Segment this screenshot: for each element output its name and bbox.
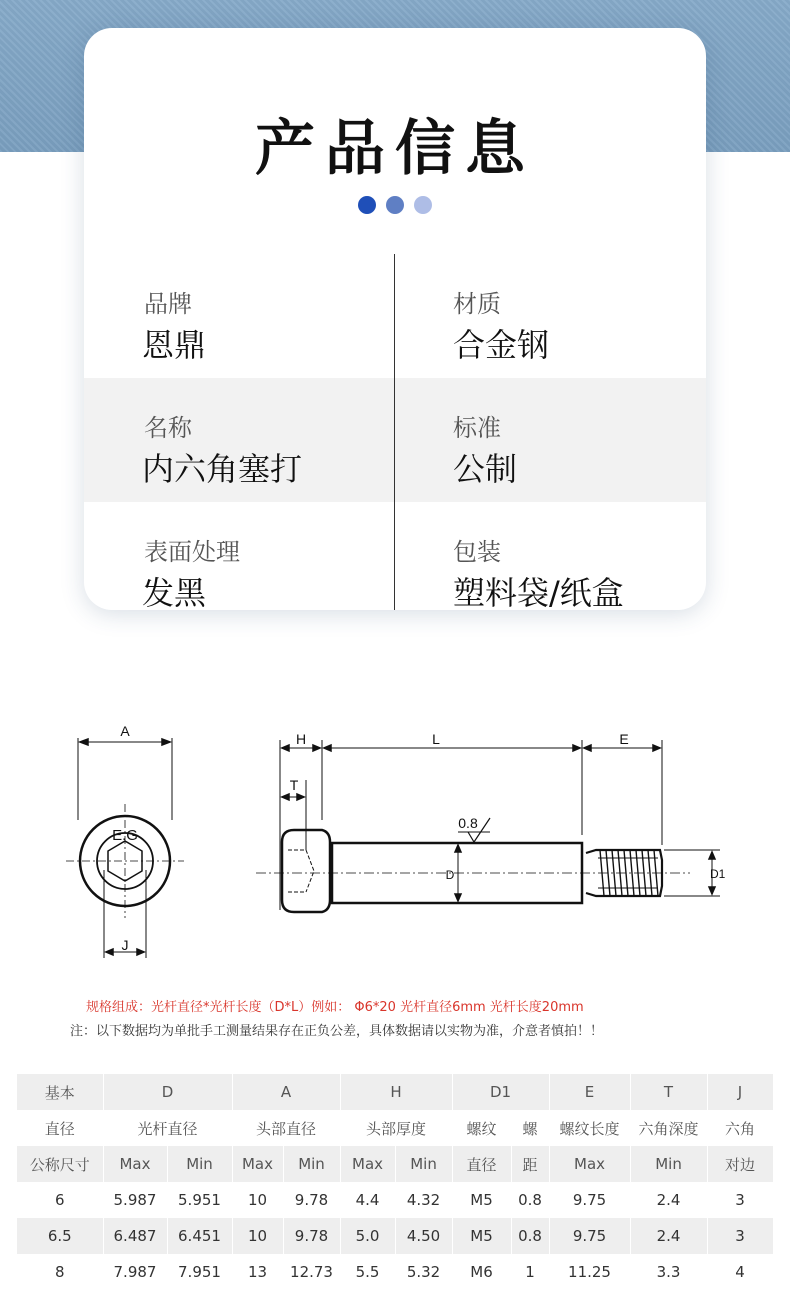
table-cell: 8 xyxy=(17,1254,103,1290)
table-cell: 3 xyxy=(707,1182,773,1218)
table-header-row xyxy=(17,1146,773,1182)
dim-label-e: E xyxy=(619,731,629,747)
info-cell-surface xyxy=(84,502,395,610)
dim-label-a: A xyxy=(120,723,130,739)
end-view xyxy=(66,738,184,958)
table-cell: 7.951 xyxy=(167,1254,232,1290)
title-dots xyxy=(84,196,706,214)
product-info-card xyxy=(84,28,706,610)
header-cell: H xyxy=(340,1074,452,1110)
table-cell: 10 xyxy=(232,1218,283,1254)
column-divider xyxy=(394,254,395,610)
dim-label-t: T xyxy=(289,777,299,793)
table-cell: 10 xyxy=(232,1182,283,1218)
header-cell: 螺纹长度 xyxy=(549,1110,630,1146)
header-cell: 六角 xyxy=(707,1110,773,1146)
table-cell: 2.4 xyxy=(630,1182,707,1218)
table-cell: 7.987 xyxy=(103,1254,167,1290)
header-cell: Max xyxy=(232,1146,283,1182)
header-cell: E xyxy=(549,1074,630,1110)
table-cell: 13 xyxy=(232,1254,283,1290)
header-cell: 基本 xyxy=(17,1074,103,1110)
spec-table xyxy=(17,1074,774,1290)
header-cell: Max xyxy=(103,1146,167,1182)
tolerance-label: 0.8 xyxy=(458,815,478,831)
header-cell: 直径 xyxy=(452,1146,511,1182)
header-cell: D xyxy=(103,1074,232,1110)
table-cell: 6.487 xyxy=(103,1218,167,1254)
dim-label-d1: D1 xyxy=(710,867,726,881)
table-cell: 9.78 xyxy=(283,1182,340,1218)
info-rows xyxy=(84,254,706,610)
info-cell-brand xyxy=(84,254,395,378)
info-cell-name xyxy=(84,378,395,502)
spec-note: 规格组成：光杆直径*光杆长度（D*L）例如： Φ6*20 光杆直径6mm 光杆长度20mm xyxy=(86,1000,584,1015)
header-cell: Max xyxy=(549,1146,630,1182)
header-cell: 距 xyxy=(511,1146,549,1182)
page-title: 产品信息 xyxy=(255,114,535,184)
table-cell: M5 xyxy=(452,1182,511,1218)
header-cell: Min xyxy=(167,1146,232,1182)
table-cell: 3 xyxy=(707,1218,773,1254)
dot-2 xyxy=(386,196,404,214)
info-label: 包装 xyxy=(453,538,501,566)
header-cell: A xyxy=(232,1074,340,1110)
info-value: 公制 xyxy=(453,450,518,488)
header-cell: Min xyxy=(630,1146,707,1182)
table-cell: 2.4 xyxy=(630,1218,707,1254)
info-value: 内六角塞打 xyxy=(142,450,303,488)
info-cell-packaging xyxy=(395,502,706,610)
info-label: 标准 xyxy=(453,414,501,442)
header-cell: 头部厚度 xyxy=(340,1110,452,1146)
header-cell: 螺纹 xyxy=(452,1110,511,1146)
header-cell: 直径 xyxy=(17,1110,103,1146)
info-row xyxy=(84,502,706,610)
table-cell: 6.5 xyxy=(17,1218,103,1254)
dim-label-d: D xyxy=(445,868,455,882)
header-cell: T xyxy=(630,1074,707,1110)
dot-1 xyxy=(358,196,376,214)
table-cell: 12.73 xyxy=(283,1254,340,1290)
table-header-row xyxy=(17,1074,773,1110)
header-cell: 光杆直径 xyxy=(103,1110,232,1146)
table-cell: 5.5 xyxy=(340,1254,395,1290)
table-cell: 5.0 xyxy=(340,1218,395,1254)
info-value: 发黑 xyxy=(142,574,207,610)
header-cell: 公称尺寸 xyxy=(17,1146,103,1182)
info-label: 材质 xyxy=(453,290,501,318)
table-cell: M5 xyxy=(452,1218,511,1254)
table-cell: 4.32 xyxy=(395,1182,452,1218)
table-cell: 6 xyxy=(17,1182,103,1218)
info-value: 恩鼎 xyxy=(142,326,207,364)
side-view xyxy=(256,740,720,912)
table-cell: 0.8 xyxy=(511,1218,549,1254)
dim-label-h: H xyxy=(295,731,307,747)
dim-label-eg: E.G xyxy=(112,827,138,844)
table-cell: 9.78 xyxy=(283,1218,340,1254)
info-label: 品牌 xyxy=(144,290,192,318)
info-cell-standard xyxy=(395,378,706,502)
info-label: 表面处理 xyxy=(144,538,240,566)
header-cell: D1 xyxy=(452,1074,549,1110)
dot-3 xyxy=(414,196,432,214)
shoulder-screw-drawing xyxy=(0,700,790,980)
header-cell: J xyxy=(707,1074,773,1110)
header-cell: 对边 xyxy=(707,1146,773,1182)
table-cell: 4.50 xyxy=(395,1218,452,1254)
table-row xyxy=(17,1218,773,1254)
warning-note: 注：以下数据均为单批手工测量结果存在正负公差，具体数据请以实物为准，介意者慎拍！！ xyxy=(70,1024,604,1039)
table-cell: 6.451 xyxy=(167,1218,232,1254)
table-cell: 4.4 xyxy=(340,1182,395,1218)
dim-label-j: J xyxy=(121,937,129,953)
table-cell: 5.951 xyxy=(167,1182,232,1218)
header-cell: 螺 xyxy=(511,1110,549,1146)
info-value: 合金钢 xyxy=(453,326,550,364)
table-row xyxy=(17,1254,773,1290)
table-cell: 5.987 xyxy=(103,1182,167,1218)
header-cell: Min xyxy=(283,1146,340,1182)
info-row xyxy=(84,378,706,502)
table-cell: 9.75 xyxy=(549,1182,630,1218)
table-header-row xyxy=(17,1110,773,1146)
info-label: 名称 xyxy=(144,414,192,442)
info-value: 塑料袋/纸盒 xyxy=(453,574,624,610)
header-cell: 六角深度 xyxy=(630,1110,707,1146)
info-cell-material xyxy=(395,254,706,378)
table-row xyxy=(17,1182,773,1218)
header-cell: 头部直径 xyxy=(232,1110,340,1146)
dim-label-l: L xyxy=(432,731,440,747)
info-row xyxy=(84,254,706,378)
table-cell: 11.25 xyxy=(549,1254,630,1290)
table-cell: 4 xyxy=(707,1254,773,1290)
table-cell: 1 xyxy=(511,1254,549,1290)
header-cell: Min xyxy=(395,1146,452,1182)
header-cell: Max xyxy=(340,1146,395,1182)
table-cell: 9.75 xyxy=(549,1218,630,1254)
table-cell: 5.32 xyxy=(395,1254,452,1290)
table-cell: 0.8 xyxy=(511,1182,549,1218)
table-cell: M6 xyxy=(452,1254,511,1290)
table-cell: 3.3 xyxy=(630,1254,707,1290)
